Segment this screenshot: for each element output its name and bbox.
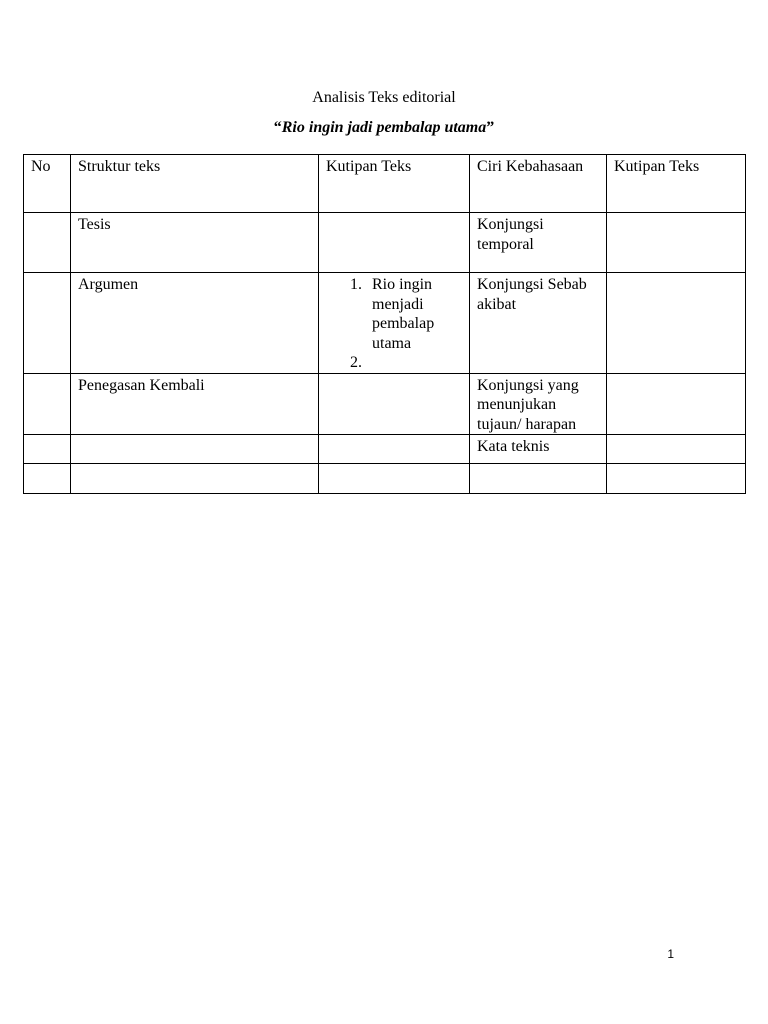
cell-kutipan-2 <box>607 435 746 464</box>
quote-list-item <box>366 353 462 373</box>
table-row <box>24 373 746 435</box>
cell-ciri: Kata teknis <box>470 435 607 464</box>
cell-kutipan <box>319 435 470 464</box>
cell-struktur <box>71 435 319 464</box>
header-cell-ciri: Ciri Kebahasaan <box>470 155 607 213</box>
cell-kutipan-2 <box>607 464 746 494</box>
cell-ciri <box>470 464 607 494</box>
table-row <box>24 273 746 374</box>
subtitle-close-quote: ” <box>486 119 495 136</box>
subtitle-open-quote: “ <box>273 119 282 136</box>
header-cell-struktur: Struktur teks <box>71 155 319 213</box>
quote-list-item: 1. Rio ingin menjadi pembalap utama <box>366 275 462 353</box>
cell-struktur: Argumen <box>71 273 319 374</box>
cell-no <box>24 435 71 464</box>
cell-kutipan <box>319 373 470 435</box>
cell-kutipan <box>319 213 470 273</box>
quote-list <box>326 275 462 373</box>
cell-struktur <box>71 464 319 494</box>
table-row <box>24 213 746 273</box>
cell-ciri: Konjungsi temporal <box>470 213 607 273</box>
document-title: Analisis Teks editorial <box>312 89 456 106</box>
cell-no <box>24 464 71 494</box>
cell-struktur: Tesis <box>71 213 319 273</box>
table-row <box>24 435 746 464</box>
header-cell-kutipan-2: Kutipan Teks <box>607 155 746 213</box>
cell-kutipan-2 <box>607 373 746 435</box>
cell-ciri: Konjungsi Sebab akibat <box>470 273 607 374</box>
cell-kutipan-2 <box>607 213 746 273</box>
cell-no <box>24 213 71 273</box>
analysis-table <box>23 154 746 494</box>
cell-kutipan-2 <box>607 273 746 374</box>
document-subtitle <box>0 119 768 137</box>
cell-no <box>24 373 71 435</box>
header-cell-kutipan: Kutipan Teks <box>319 155 470 213</box>
table-row <box>24 464 746 494</box>
cell-kutipan <box>319 464 470 494</box>
cell-ciri: Konjungsi yang menunjukan tujaun/ harapan <box>470 373 607 435</box>
subtitle-text: Rio ingin jadi pembalap utama <box>281 119 487 136</box>
header-cell-no: No <box>24 155 71 213</box>
cell-kutipan <box>319 273 470 374</box>
cell-no <box>24 273 71 374</box>
page-number: 1 <box>667 947 674 961</box>
cell-struktur: Penegasan Kembali <box>71 373 319 435</box>
table-header-row <box>24 155 746 213</box>
